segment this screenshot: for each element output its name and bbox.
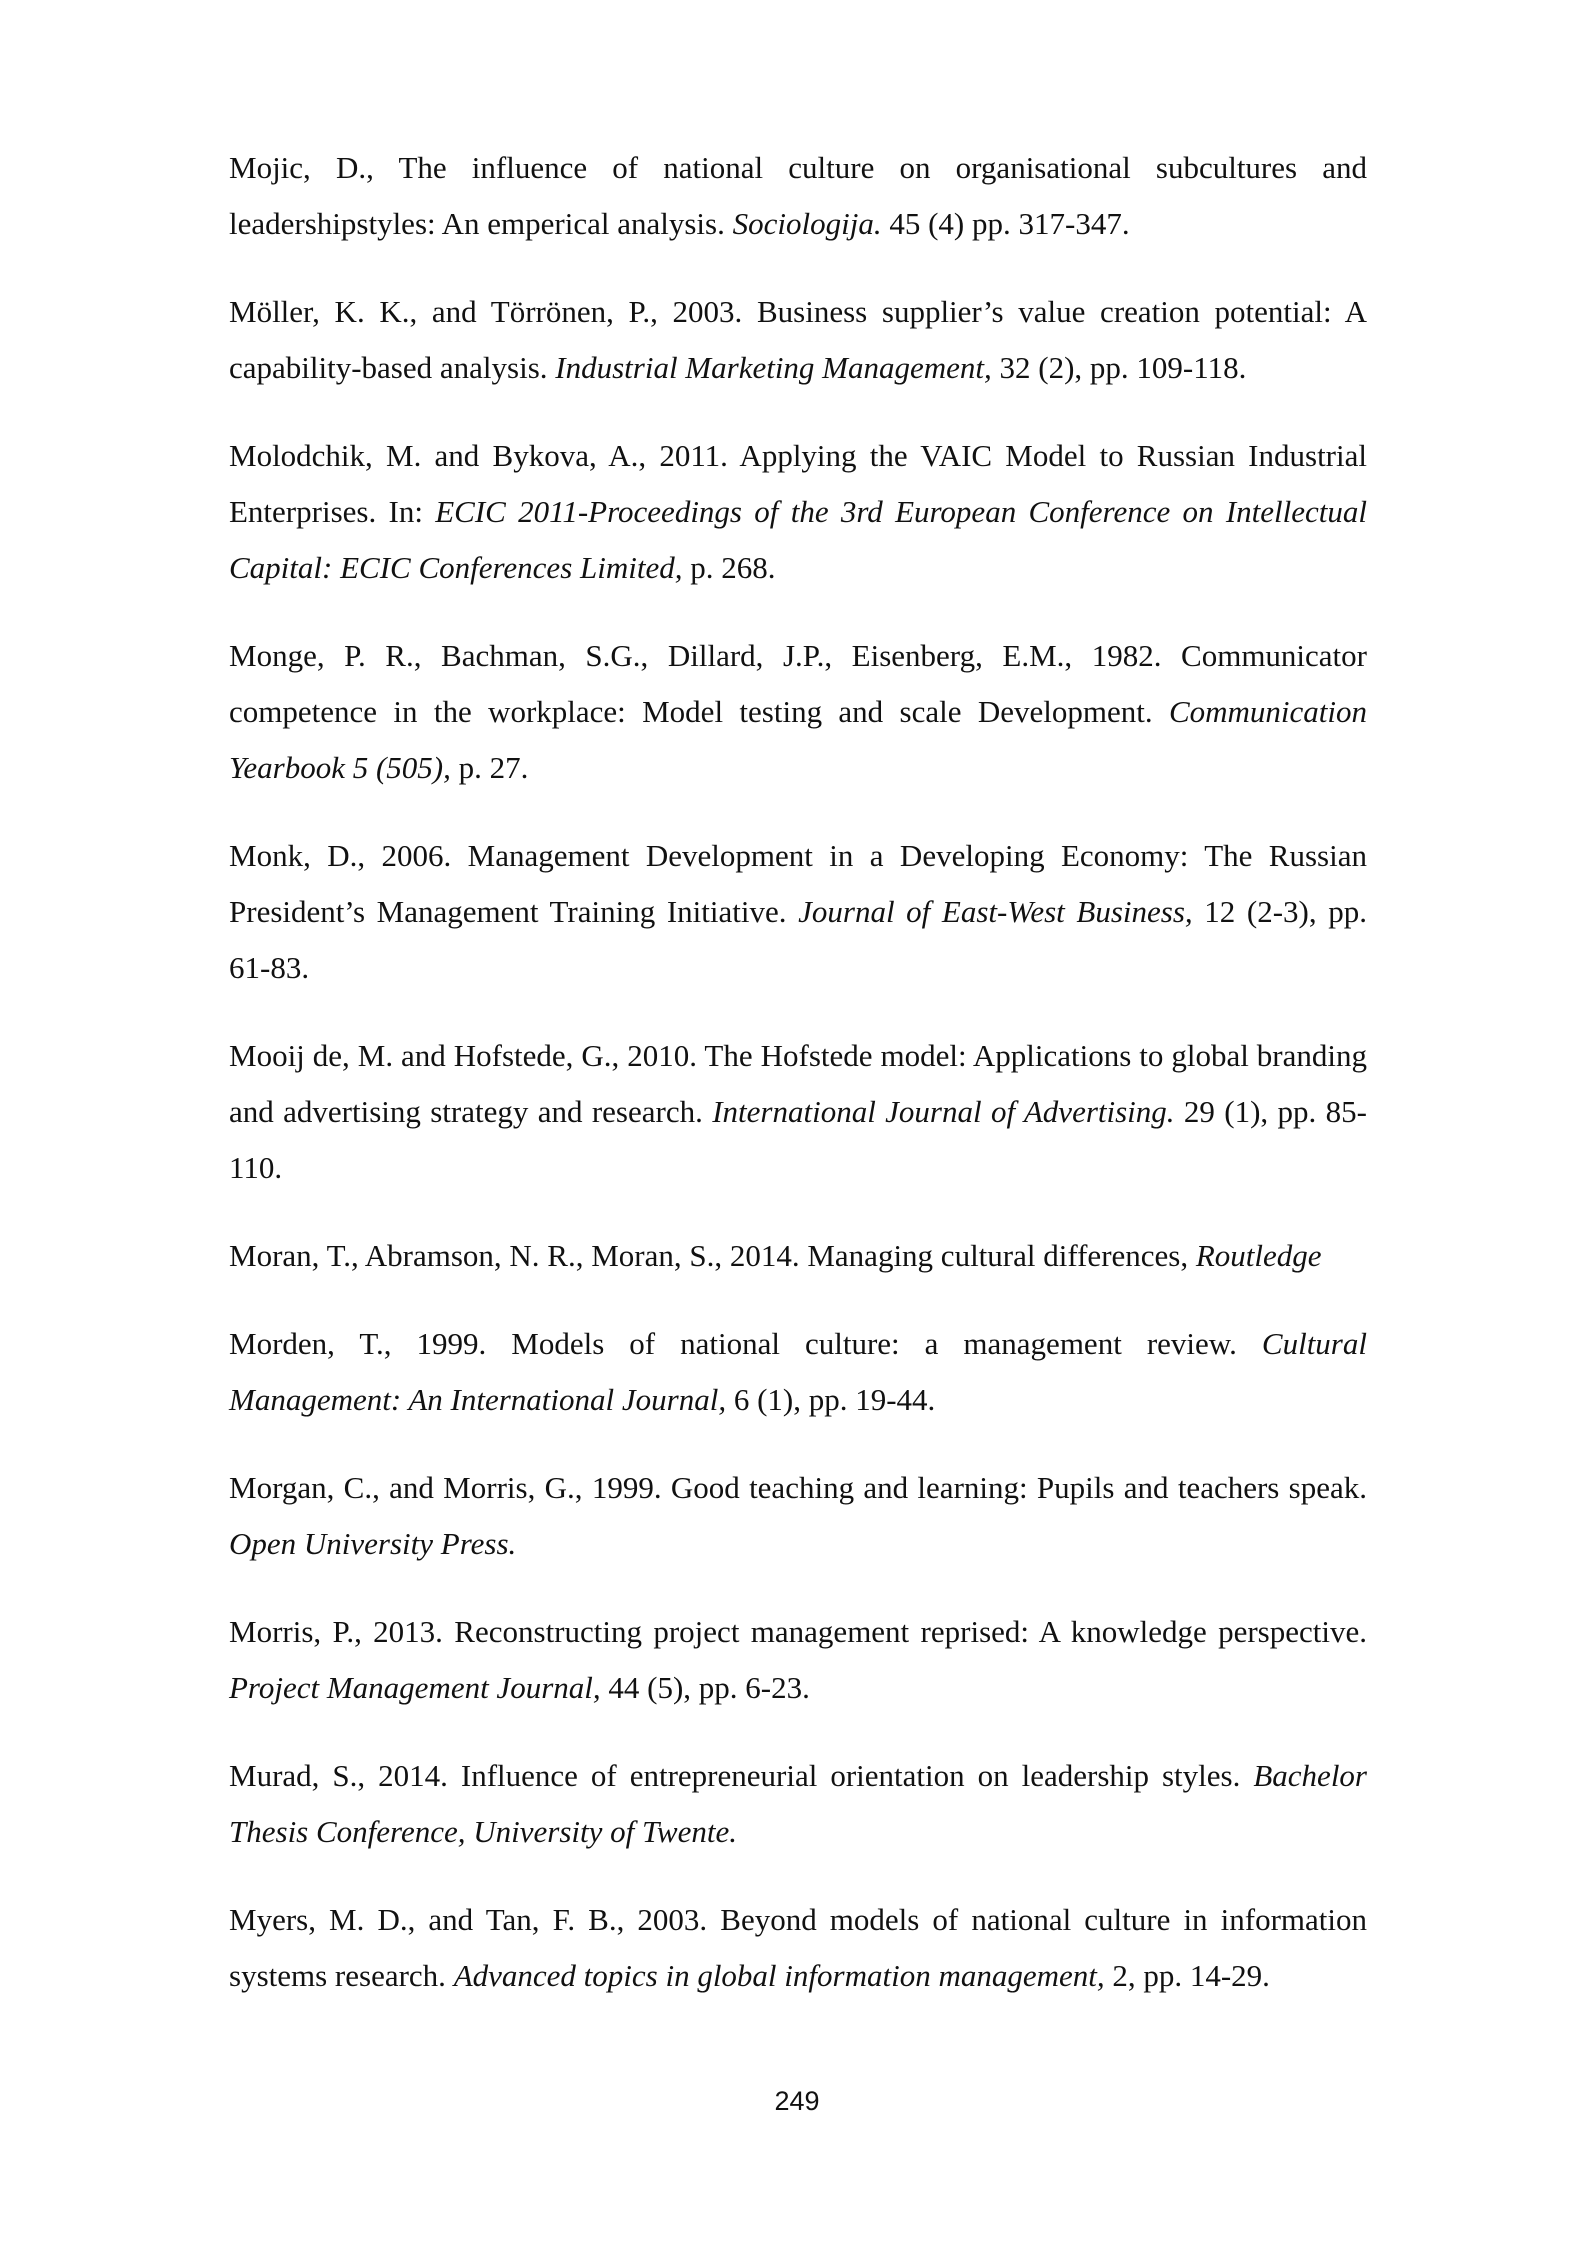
reference-entry xyxy=(229,1460,1367,1572)
reference-text: Monk, D., 2006. Management Development in a Developing Economy: The Russian President’s Management Training Initiative. xyxy=(229,838,1367,929)
reference-text: Molodchik, M. and Bykova, A., 2011. Applying the VAIC Model to Russian Industrial Enterprises. In: xyxy=(229,438,1367,529)
reference-source: Communication Yearbook 5 (505), xyxy=(229,694,1367,785)
reference-details: p. 27. xyxy=(450,750,529,785)
reference-source: Project Management Journal, xyxy=(229,1670,601,1705)
reference-text: Murad, S., 2014. Influence of entrepreneurial orientation on leadership styles. xyxy=(229,1758,1254,1793)
reference-entry xyxy=(229,1604,1367,1716)
reference-details: 12 (2-3), pp. 61-83. xyxy=(229,894,1367,985)
reference-text: Mojic, D., The influence of national culture on organisational subcultures and leadershipstyles: An emperical analysis. xyxy=(229,150,1367,241)
reference-list xyxy=(229,140,1367,2036)
reference-source: Bachelor Thesis Conference, University of Twente. xyxy=(229,1758,1367,1849)
reference-details: 6 (1), pp. 19-44. xyxy=(726,1382,936,1417)
reference-details: 45 (4) pp. 317-347. xyxy=(881,206,1130,241)
reference-text: Mooij de, M. and Hofstede, G., 2010. The Hofstede model: Applications to global branding and advertising strategy and research. xyxy=(229,1038,1367,1129)
reference-entry xyxy=(229,428,1367,596)
reference-entry xyxy=(229,1748,1367,1860)
reference-source: Sociologija. xyxy=(732,206,882,241)
reference-source: Routledge xyxy=(1195,1238,1322,1273)
reference-details: 2, pp. 14-29. xyxy=(1104,1958,1270,1993)
reference-entry xyxy=(229,1316,1367,1428)
reference-text: Morden, T., 1999. Models of national culture: a management review. xyxy=(229,1326,1262,1361)
reference-details: p. 268. xyxy=(682,550,776,585)
reference-entry xyxy=(229,1228,1367,1284)
reference-entry xyxy=(229,828,1367,996)
reference-source: Industrial Marketing Management, xyxy=(555,350,992,385)
reference-details: 29 (1), pp. 85-110. xyxy=(229,1094,1367,1185)
reference-entry xyxy=(229,140,1367,252)
reference-text: Moran, T., Abramson, N. R., Moran, S., 2014. Managing cultural differences, xyxy=(229,1238,1196,1273)
reference-source: ECIC 2011-Proceedings of the 3rd European Conference on Intellectual Capital: ECIC Conferences Limited, xyxy=(229,494,1368,585)
page-number: 249 xyxy=(774,2086,820,2116)
reference-source: Advanced topics in global information management, xyxy=(453,1958,1105,1993)
reference-source: Journal of East-West Business, xyxy=(798,894,1193,929)
reference-entry xyxy=(229,628,1367,796)
reference-details: 44 (5), pp. 6-23. xyxy=(600,1670,810,1705)
reference-text: Möller, K. K., and Törrönen, P., 2003. Business supplier’s value creation potential: A capability-based analysis. xyxy=(229,294,1367,385)
reference-text: Monge, P. R., Bachman, S.G., Dillard, J.P., Eisenberg, E.M., 1982. Communicator competence in the workplace: Model testing and scale Development. xyxy=(229,638,1367,729)
reference-source: Cultural Management: An International Journal, xyxy=(229,1326,1367,1417)
reference-source: Open University Press. xyxy=(229,1526,517,1561)
reference-text: Morgan, C., and Morris, G., 1999. Good teaching and learning: Pupils and teachers speak. xyxy=(229,1470,1367,1505)
reference-source: International Journal of Advertising. xyxy=(712,1094,1175,1129)
reference-entry xyxy=(229,284,1367,396)
reference-entry xyxy=(229,1028,1367,1196)
reference-details: 32 (2), pp. 109-118. xyxy=(991,350,1247,385)
reference-text: Myers, M. D., and Tan, F. B., 2003. Beyond models of national culture in information systems research. xyxy=(229,1902,1367,1993)
reference-text: Morris, P., 2013. Reconstructing project management reprised: A knowledge perspective. xyxy=(229,1614,1367,1649)
reference-entry xyxy=(229,1892,1367,2004)
